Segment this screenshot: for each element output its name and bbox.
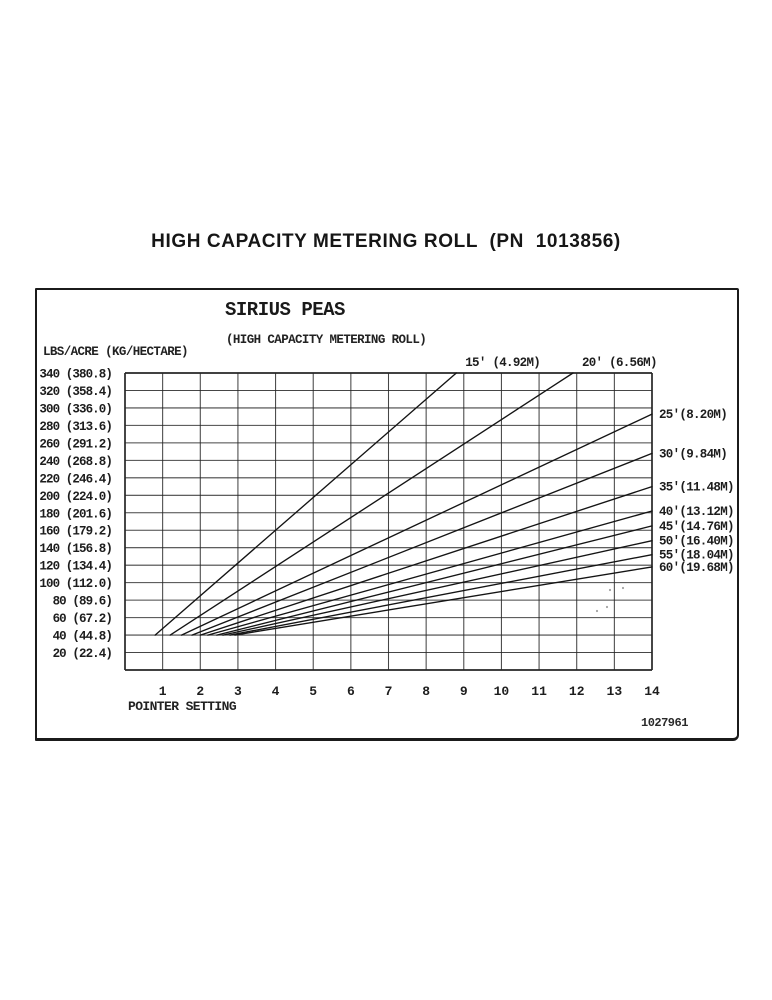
series-label: 50'(16.40M) — [659, 534, 734, 549]
y-tick-label: 340 (380.8) — [39, 367, 112, 382]
series-label: 40'(13.12M) — [659, 505, 734, 520]
scan-speck — [609, 589, 611, 591]
y-tick-label: 300 (336.0) — [39, 402, 112, 417]
y-tick-label: 240 (268.8) — [39, 454, 112, 469]
rate-line — [192, 453, 652, 635]
y-tick-label: 20 (22.4) — [52, 647, 112, 662]
scan-speck — [606, 606, 608, 608]
x-tick-label: 12 — [568, 684, 585, 699]
y-tick-label: 60 (67.2) — [52, 612, 112, 627]
x-tick-label: 14 — [644, 684, 660, 699]
y-tick-label: 100 (112.0) — [39, 577, 112, 592]
series-label: 15' (4.92M) — [465, 356, 541, 370]
y-tick-label: 40 (44.8) — [52, 629, 112, 644]
series-label: 20' (6.56M) — [581, 356, 657, 370]
rate-line — [223, 541, 652, 635]
chart-title: SIRIUS PEAS — [225, 299, 345, 321]
y-tick-label: 120 (134.4) — [39, 559, 112, 574]
x-axis-label: POINTER SETTING — [128, 699, 237, 714]
x-tick-label: 10 — [493, 684, 510, 699]
x-tick-label: 6 — [346, 684, 355, 699]
y-tick-label: 220 (246.4) — [39, 472, 112, 487]
y-axis-label: LBS/ACRE (KG/HECTARE) — [43, 345, 188, 359]
figure-number: 1027961 — [641, 716, 688, 730]
x-tick-label: 2 — [196, 684, 205, 699]
y-tick-label: 160 (179.2) — [39, 524, 112, 539]
y-tick-label: 180 (201.6) — [39, 507, 112, 522]
y-tick-label: 80 (89.6) — [52, 594, 112, 609]
series-label: 30'(9.84M) — [659, 447, 728, 462]
chart-subtitle: (HIGH CAPACITY METERING ROLL) — [226, 333, 427, 347]
x-tick-label: 3 — [234, 684, 242, 699]
rate-line — [182, 414, 653, 635]
series-label: 45'(14.76M) — [659, 519, 734, 534]
series-label: 60'(19.68M) — [659, 560, 734, 575]
rate-line — [235, 567, 652, 635]
x-tick-label: 11 — [531, 684, 547, 699]
y-tick-label: 260 (291.2) — [39, 437, 112, 452]
series-label: 35'(11.48M) — [659, 480, 734, 495]
x-tick-label: 8 — [422, 684, 431, 699]
series-label: 25'(8.20M) — [659, 408, 728, 423]
rate-line — [208, 511, 652, 635]
x-tick-label: 7 — [384, 684, 393, 699]
y-tick-label: 280 (313.6) — [39, 419, 112, 434]
x-tick-label: 5 — [309, 684, 318, 699]
x-tick-label: 4 — [271, 684, 280, 699]
rate-line — [217, 526, 652, 635]
scan-speck — [622, 587, 624, 589]
page-title: HIGH CAPACITY METERING ROLL (PN 1013856) — [151, 231, 621, 252]
x-tick-label: 9 — [459, 684, 468, 699]
scan-speck — [596, 610, 598, 612]
x-tick-label: 1 — [158, 684, 167, 699]
x-tick-label: 13 — [606, 684, 623, 699]
y-tick-label: 200 (224.0) — [39, 489, 112, 504]
y-tick-label: 320 (358.4) — [39, 384, 112, 399]
y-tick-label: 140 (156.8) — [39, 542, 112, 557]
series-label: 55'(18.04M) — [659, 548, 734, 563]
